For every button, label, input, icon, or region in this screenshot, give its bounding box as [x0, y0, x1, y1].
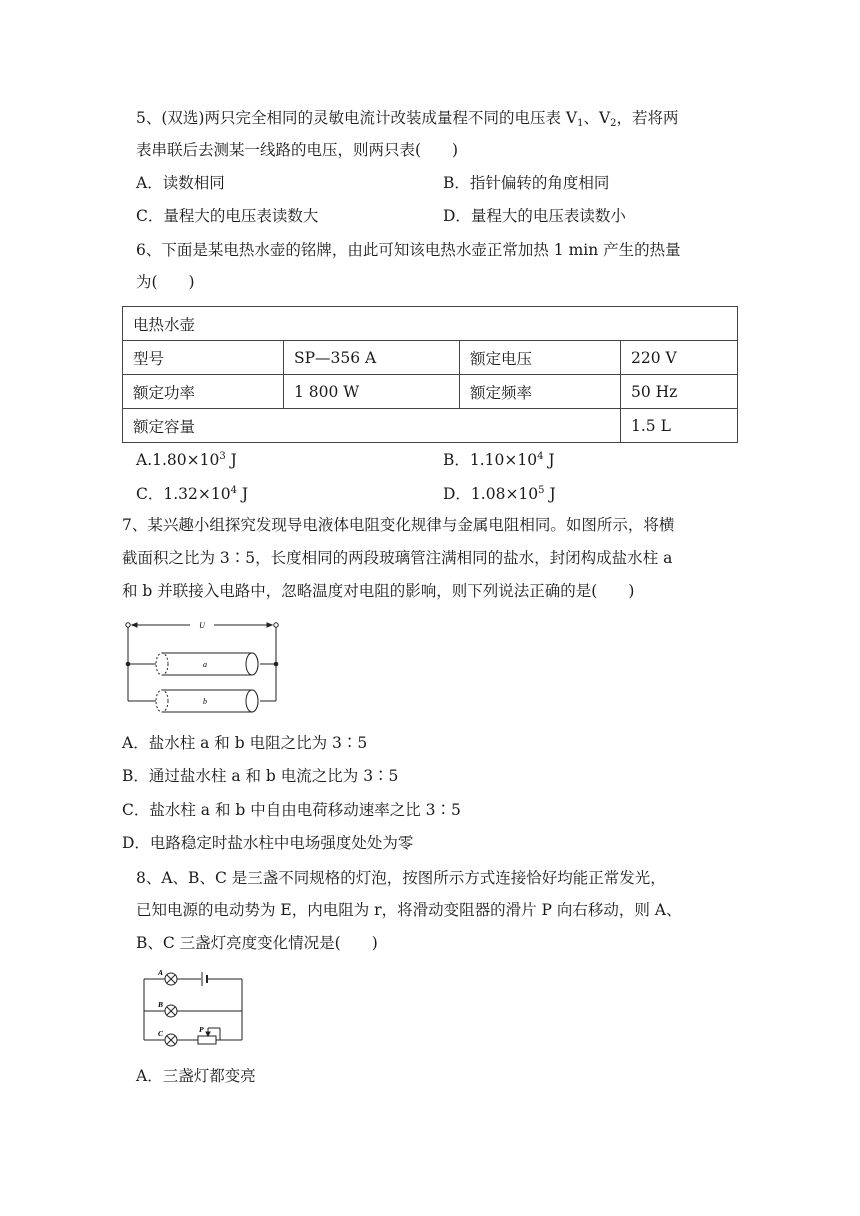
q8-option-a: A．三盏灯都变亮	[136, 1067, 256, 1085]
slider-p-label: P	[199, 1025, 204, 1034]
q5-separator: 、V	[583, 109, 611, 127]
kettle-nameplate-table	[122, 306, 738, 443]
q5-option-a: A．读数相同	[136, 174, 225, 192]
table-row	[123, 375, 738, 409]
voltage-u-label: U	[199, 621, 205, 630]
q6-option-a	[136, 447, 237, 470]
frequency-value: 50 Hz	[621, 375, 738, 409]
q6-stem-line1: 6、下面是某电热水壶的铭牌，由此可知该电热水壶正常加热 1 min 产生的热量	[136, 241, 681, 259]
q6-option-c-exponent: 4	[230, 485, 237, 496]
q6-option-d-exponent: 5	[538, 485, 545, 496]
lamp-a-label: A	[158, 968, 164, 977]
q6-option-c-unit: J	[236, 485, 249, 503]
nameplate-title: 电热水壶	[123, 307, 738, 341]
q6-option-c	[136, 481, 248, 504]
q7-option-a: A．盐水柱 a 和 b 电阻之比为 3∶5	[122, 734, 368, 752]
q5-stem-line1	[136, 108, 679, 134]
q6-option-d-text: D．1.08×10	[443, 485, 539, 503]
q7-option-d: D．电路稳定时盐水柱中电场强度处处为零	[122, 834, 414, 852]
q6-option-a-unit: J	[225, 451, 237, 469]
column-b-label: b	[203, 697, 207, 706]
q7-stem-line1: 7、某兴趣小组探究发现导电液体电阻变化规律与金属电阻相同。如图所示，将横	[122, 516, 675, 534]
q7-option-c: C．盐水柱 a 和 b 中自由电荷移动速率之比 3∶5	[122, 801, 461, 819]
lamp-c-label: C	[158, 1029, 164, 1038]
q5-option-d: D．量程大的电压表读数小	[443, 207, 626, 225]
q6-option-b-text: B．1.10×10	[443, 451, 538, 469]
q7-stem-line2: 截面积之比为 3∶5，长度相同的两段玻璃管注满相同的盐水，封闭构成盐水柱 a	[122, 549, 673, 567]
model-label: 型号	[123, 341, 284, 375]
table-row	[123, 307, 738, 341]
q7-option-b: B．通过盐水柱 a 和 b 电流之比为 3∶5	[122, 767, 399, 785]
voltage-label: 额定电压	[460, 341, 621, 375]
q6-option-a-exponent: 3	[219, 451, 226, 462]
q6-option-b-exponent: 4	[537, 451, 544, 462]
model-value: SP—356 A	[284, 341, 460, 375]
q8-stem-line2: 已知电源的电动势为 E，内电阻为 r，将滑动变阻器的滑片 P 向右移动，则 A、	[136, 901, 682, 919]
q5-stem-text-end: ，若将两	[616, 109, 679, 127]
q5-option-c: C．量程大的电压表读数大	[136, 207, 319, 225]
q5-v1-subscript: 1	[577, 118, 584, 129]
q6-option-b	[443, 447, 555, 470]
q6-option-c-text: C．1.32×10	[136, 485, 231, 503]
q5-stem-line2: 表串联后去测某一线路的电压，则两只表( )	[136, 141, 459, 159]
q5-v2-subscript: 2	[610, 118, 617, 129]
power-value: 1 800 W	[284, 375, 460, 409]
power-label: 额定功率	[123, 375, 284, 409]
q7-stem-line3: 和 b 并联接入电路中，忽略温度对电阻的影响，则下列说法正确的是( )	[122, 582, 635, 600]
q5-stem-text: 5、(双选)两只完全相同的灵敏电流计改装成量程不同的电压表 V	[136, 109, 578, 127]
table-row	[123, 409, 738, 443]
capacity-value: 1.5 L	[621, 409, 738, 443]
capacity-label: 额定容量	[123, 409, 621, 443]
table-row	[123, 341, 738, 375]
q6-option-d	[443, 481, 556, 504]
voltage-value: 220 V	[621, 341, 738, 375]
q6-option-a-text: A.1.80×10	[136, 451, 220, 469]
q6-option-b-unit: J	[543, 451, 555, 469]
lamp-b-label: B	[158, 1000, 164, 1009]
column-a-label: a	[203, 660, 207, 669]
q5-option-b: B．指针偏转的角度相同	[443, 174, 610, 192]
q8-stem-line1: 8、A、B、C 是三盏不同规格的灯泡，按图所示方式连接恰好均能正常发光，	[136, 869, 666, 887]
q8-stem-line3: B、C 三盏灯亮度变化情况是( )	[136, 934, 378, 952]
lamp-rheostat-circuit-diagram	[136, 966, 248, 1052]
q6-stem-line2: 为( )	[136, 273, 195, 291]
salt-water-column-circuit-diagram	[120, 618, 285, 722]
q6-option-d-unit: J	[544, 485, 556, 503]
frequency-label: 额定频率	[460, 375, 621, 409]
